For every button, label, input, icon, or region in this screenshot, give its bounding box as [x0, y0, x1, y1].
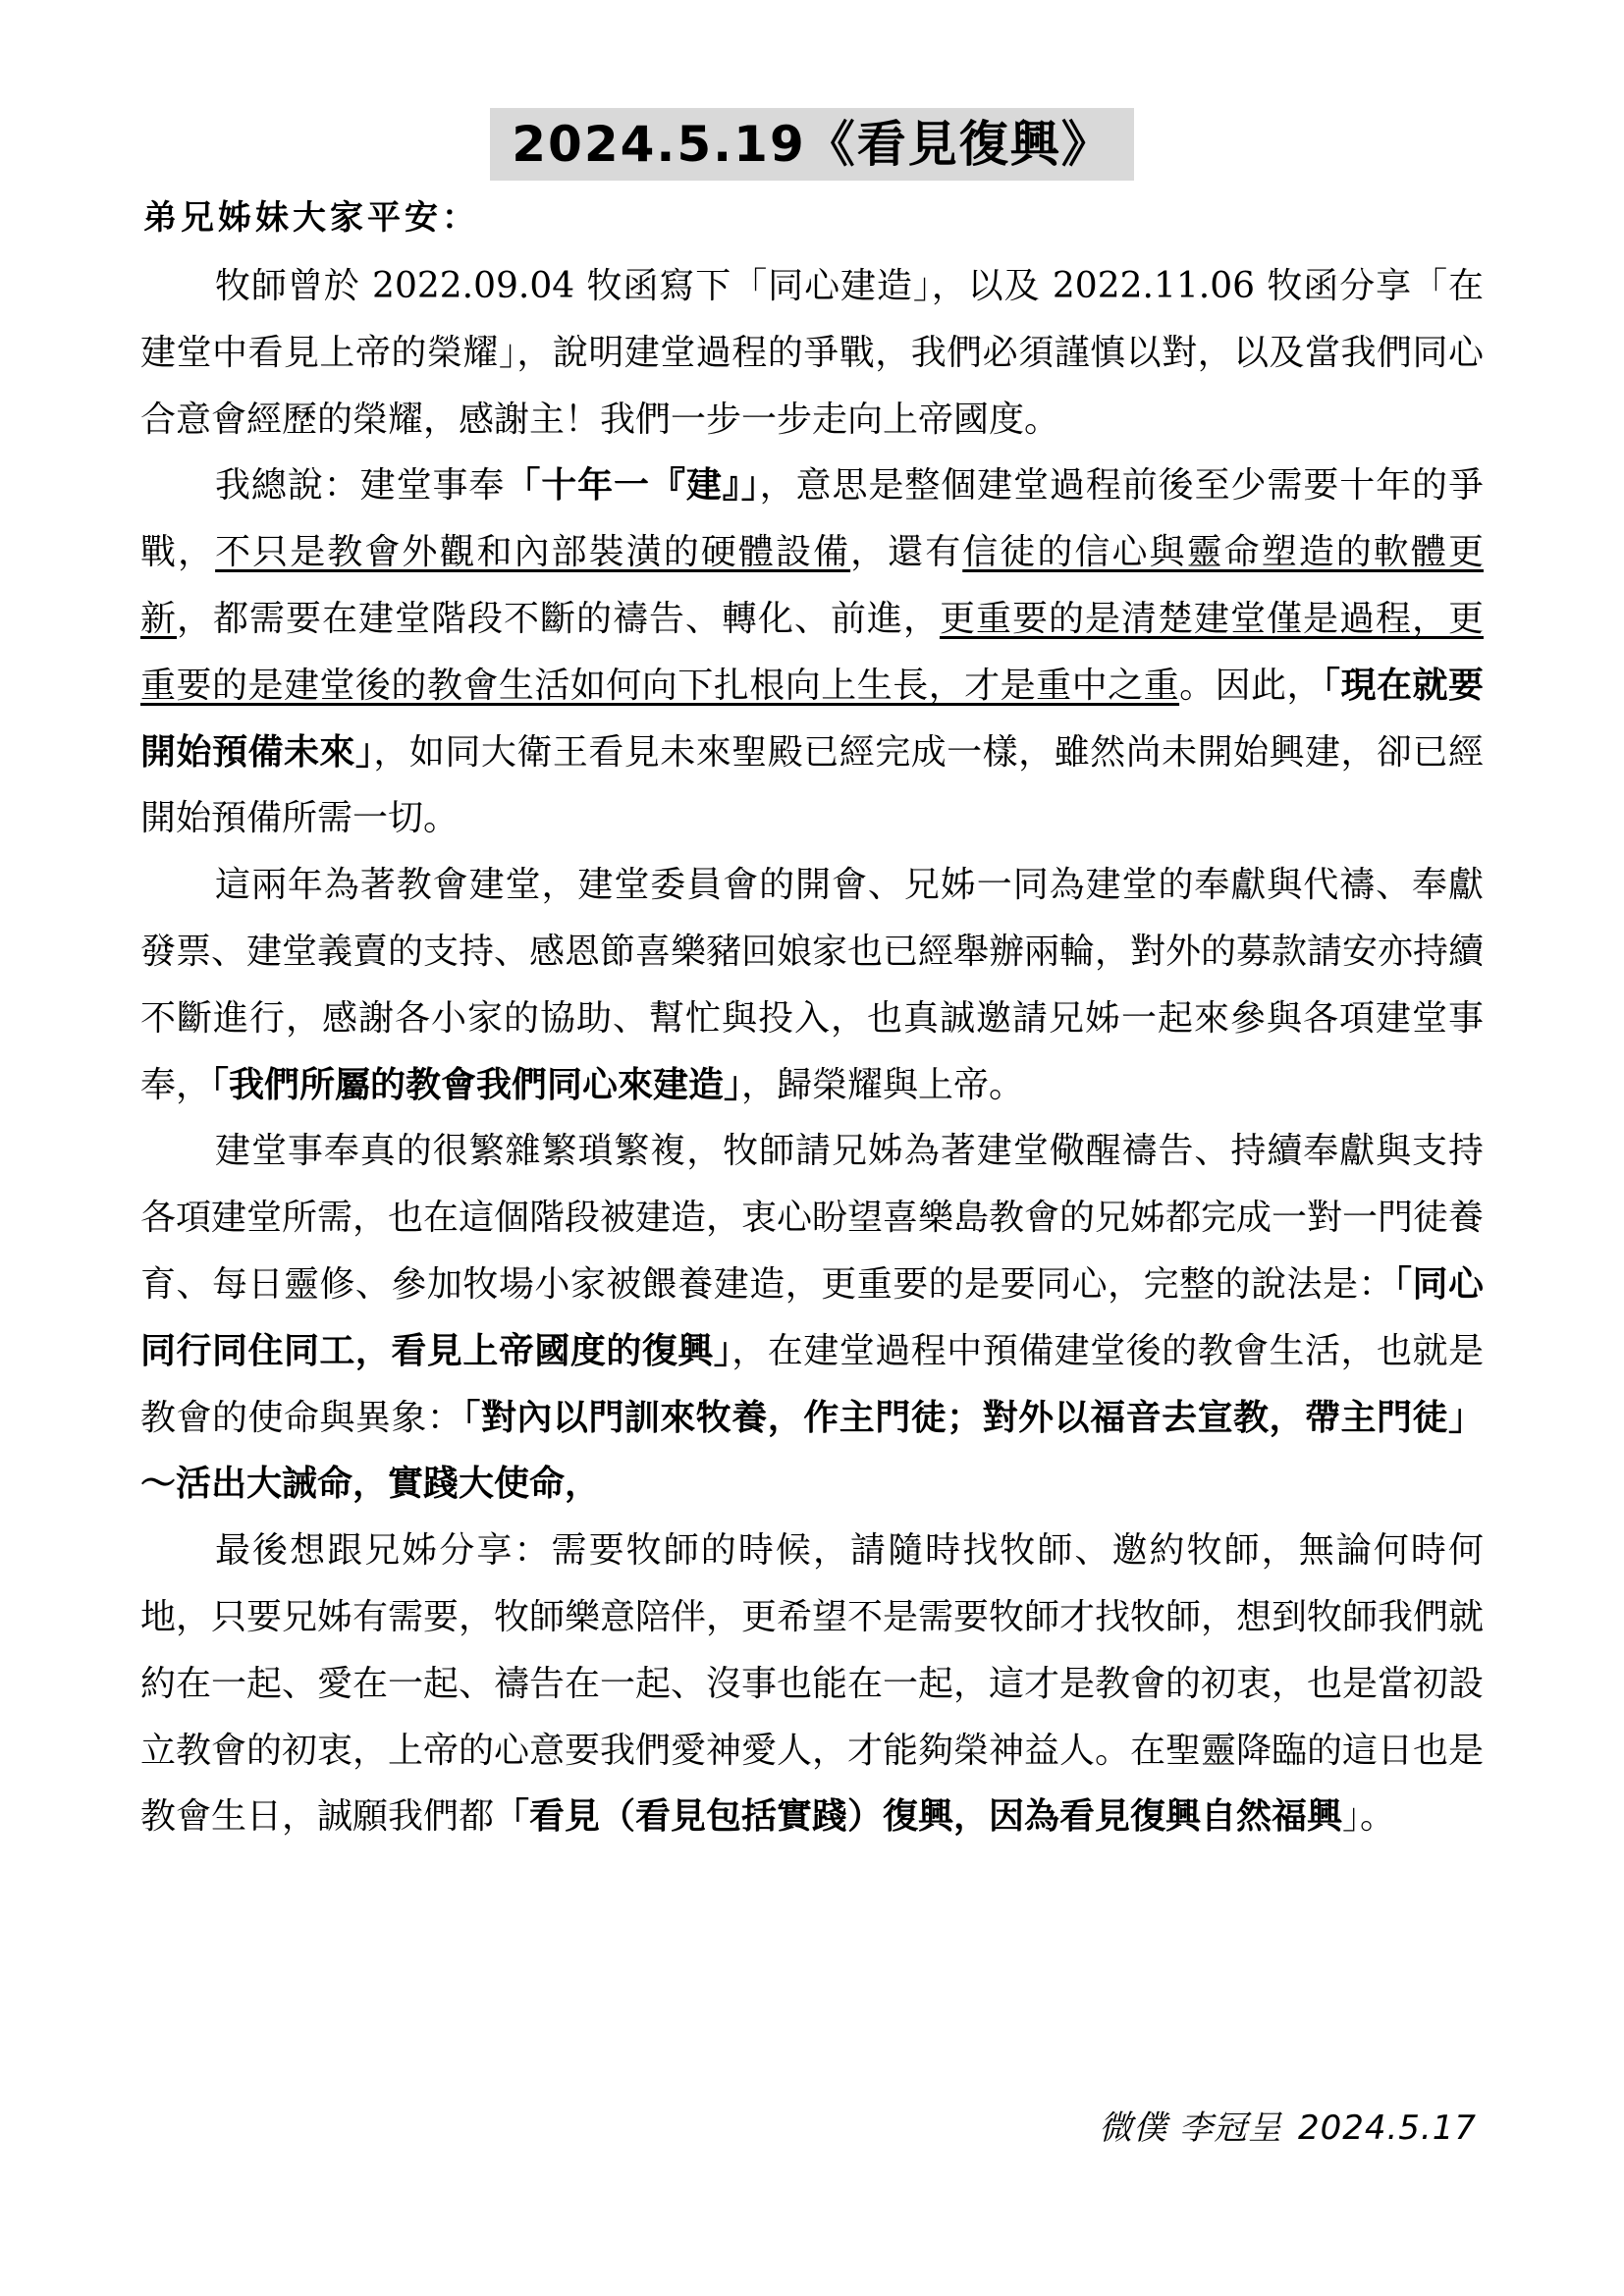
paragraph-4	[140, 1118, 1484, 1518]
greeting: 弟兄姊妹大家平安：	[143, 198, 479, 238]
paragraph-text: 。因此，	[1179, 665, 1324, 706]
paragraph-text: ，意思是整個建堂過程前後至少需要十年的爭戰，	[140, 465, 1484, 573]
signature-author: 微僕 李冠呈	[1099, 2109, 1282, 2148]
paragraph-text: ，都需要在建堂階段不斷的禱告、轉化、前進，	[177, 598, 940, 639]
paragraph-text: 」。	[1342, 1796, 1396, 1838]
paragraph-text: ，還有	[850, 532, 963, 573]
signature-date: 2024.5.17	[1297, 2109, 1477, 2148]
emphasis-text: 「同心同行同住同工，看見上帝國度的復興」	[140, 1262, 1484, 1371]
paragraph-text: ，如同大衛王看見未來聖殿已經完成一樣，雖然尚未開始興建，卻已經開始預備所需一切。	[140, 731, 1484, 839]
title-container	[0, 108, 1624, 181]
document-title: 2024.5.19《看見復興》	[490, 108, 1134, 181]
paragraph-text: 建堂事奉真的很繁雜繁瑣繁複，牧師請兄姊為著建堂儆醒禱告、持續奉獻與支持各項建堂所需，也在這個階段被建造，衷心盼望喜樂島教會的兄姊都完成一對一門徒養育、每日靈修、參加牧場小家被餵養建造，更重要的是要同心，完整的說法是：	[140, 1131, 1485, 1305]
emphasis-text: 「看見（看見包括實踐）復興，因為看見復興自然福興	[494, 1795, 1343, 1838]
emphasis-text: 「十年一『建』」	[505, 464, 760, 507]
paragraph-3	[140, 852, 1484, 1118]
paragraph-1	[140, 253, 1484, 453]
signature	[1099, 2105, 1477, 2152]
paragraph-text: 最後想跟兄姊分享：需要牧師的時候，請隨時找牧師、邀約牧師，無論何時何地，只要兄姊有需要，牧師樂意陪伴，更希望不是需要牧師才找牧師，想到牧師我們就約在一起、愛在一起、禱告在一起、沒事也能在一起，這才是教會的初衷，也是當初設立教會的初衷，上帝的心意要我們愛神愛人，才能夠榮神益人。在聖靈降臨的這日也是教會生日，誠願我們都	[140, 1530, 1485, 1838]
paragraph-text: 我總說：建堂事奉	[215, 465, 506, 507]
paragraph-text: ，歸榮耀與上帝。	[741, 1064, 1025, 1105]
paragraph-text: 這兩年為著教會建堂，建堂委員會的開會、兄姊一同為建堂的奉獻與代禱、奉獻發票、建堂義賣的支持、感恩節喜樂豬回娘家也已經舉辦兩輪，對外的募款請安亦持續不斷進行，感謝各小家的協助、幫忙與投入，也真誠邀請兄姊一起來參與各項建堂事奉，	[140, 865, 1485, 1105]
underlined-text: 更重要的是清楚建堂僅是過程，更重要的是建堂後的教會生活如何向下扎根向上生長，才是重中之重	[140, 598, 1484, 706]
emphasis-text: 「現在就要開始預備未來」	[140, 664, 1484, 773]
paragraph-text: 牧師曾於 2022.09.04 牧函寫下「同心建造」，以及 2022.11.06 牧函分享「在建堂中看見上帝的榮耀」，說明建堂過程的爭戰，我們必須謹慎以對，以及當我們同心合意會經歷的榮耀，感謝主！我們一步一步走向上帝國度。	[140, 266, 1484, 440]
emphasis-text: 「對內以門訓來牧養，作主門徒；對外以福音去宣教，帶主門徒」～活出大誡命，實踐大使命，	[140, 1396, 1484, 1505]
underlined-text: 不只是教會外觀和內部裝潢的硬體設備	[215, 532, 851, 573]
emphasis-text: 「我們所屬的教會我們同心來建造」	[211, 1063, 742, 1105]
paragraph-text: ，在建堂過程中預備建堂後的教會生活，也就是教會的使命與異象：	[140, 1330, 1484, 1438]
underlined-text: 信徒的信心與靈命塑造的軟體更新	[140, 532, 1484, 639]
paragraph-5	[140, 1518, 1484, 1850]
letter-body	[140, 253, 1484, 1850]
paragraph-2	[140, 453, 1484, 852]
